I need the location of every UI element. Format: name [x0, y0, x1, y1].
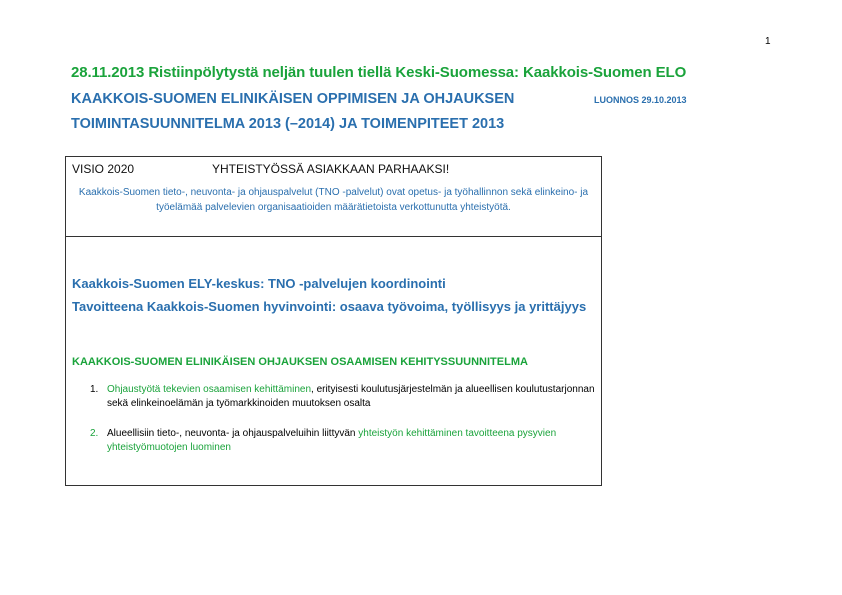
list-item-number: 1.: [90, 384, 99, 395]
list-item-text: , erityisesti koulutusjärjestelmän ja alueellisen koulutustarjonnan sekä elinkeinoelämän ja työmarkkinoiden muutoksen osalta: [107, 384, 595, 409]
list-item: [90, 383, 600, 411]
list-item-text: Alueellisiin tieto-, neuvonta- ja ohjauspalveluihin liittyvän: [107, 428, 359, 439]
list-item-highlight: Ohjaustyötä tekevien osaamisen kehittäminen: [107, 384, 312, 395]
development-plan-list: [90, 383, 600, 471]
box-divider: [66, 236, 601, 237]
page-number: 1: [765, 36, 771, 47]
vision-motto: YHTEISTYÖSSÄ ASIAKKAAN PARHAAKSI!: [212, 162, 450, 176]
vision-label: VISIO 2020: [72, 162, 135, 176]
ely-coordination-heading: Kaakkois-Suomen ELY-keskus: TNO -palvelujen koordinointi: [72, 276, 446, 291]
list-item-highlight: yhteistyön kehittäminen tavoitteena pysyvien yhteistyömuotojen luominen: [107, 428, 557, 453]
ely-goal-heading: Tavoitteena Kaakkois-Suomen hyvinvointi: osaava työvoima, työllisyys ja yrittäjyys: [72, 299, 587, 314]
document-heading-title-line1: KAAKKOIS-SUOMEN ELINIKÄISEN OPPIMISEN JA OHJAUKSEN: [71, 91, 515, 107]
document-heading-date-line: 28.11.2013 Ristiinpölytystä neljän tuulen tiellä Keski-Suomessa: Kaakkois-Suomen ELO: [71, 64, 687, 81]
list-item: [90, 427, 600, 455]
list-item-number: 2.: [90, 428, 99, 439]
vision-description: Kaakkois-Suomen tieto-, neuvonta- ja ohjauspalvelut (TNO -palvelut) ovat opetus- ja työhallinnon sekä elinkeino- ja työelämää palvelevien organisaatioiden määrätietoista verkottunutta yhteistyötä.: [78, 187, 589, 213]
document-heading-title-line2: TOIMINTASUUNNITELMA 2013 (–2014) JA TOIMENPITEET 2013: [71, 116, 505, 132]
development-plan-title: KAAKKOIS-SUOMEN ELINIKÄISEN OHJAUKSEN OSAAMISEN KEHITYSSUUNNITELMA: [72, 356, 528, 368]
draft-date-label: LUONNOS 29.10.2013: [594, 95, 687, 105]
vision-box: [65, 156, 602, 486]
